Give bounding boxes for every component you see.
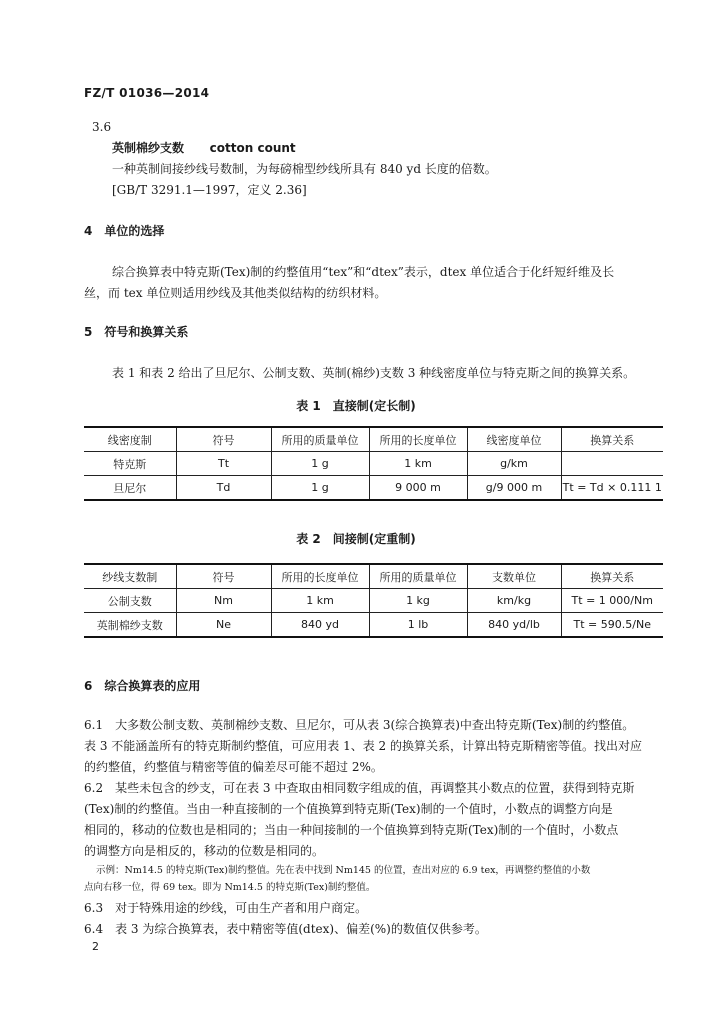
section-3-6-definition: 一种英制间接纱线号数制，为每磅棉型纱线所具有 840 yd 长度的倍数。 bbox=[112, 162, 497, 176]
table2-cell: 公制支数 bbox=[84, 589, 176, 613]
table2-header: 所用的质量单位 bbox=[369, 564, 467, 589]
table2-header: 换算关系 bbox=[561, 564, 663, 589]
table1-cell: Td bbox=[176, 476, 271, 501]
table2-cell: Tt = 590.5/Ne bbox=[561, 613, 663, 638]
table1-header: 线密度制 bbox=[84, 427, 176, 452]
table1-cell: Tt bbox=[176, 452, 271, 476]
table1-cell: 9 000 m bbox=[369, 476, 467, 501]
table2-header: 符号 bbox=[176, 564, 271, 589]
table1-cell: 旦尼尔 bbox=[84, 476, 176, 501]
table2-cell: 1 lb bbox=[369, 613, 467, 638]
table1 bbox=[84, 426, 663, 501]
table1-header: 所用的质量单位 bbox=[271, 427, 369, 452]
table2-cell: 840 yd/lb bbox=[467, 613, 561, 638]
table1-title: 表 1 直接制(定长制) bbox=[296, 399, 416, 413]
table2-cell: 1 km bbox=[271, 589, 369, 613]
para-6-4: 6.4 表 3 为综合换算表，表中精密等值(dtex)、偏差(%)的数值仅供参考。 bbox=[84, 922, 487, 936]
table2-cell: Tt = 1 000/Nm bbox=[561, 589, 663, 613]
section-4-para-line2: 丝，而 tex 单位则适用纱线及其他类似结构的纺织材料。 bbox=[84, 286, 387, 300]
term-zh: 英制棉纱支数 bbox=[112, 141, 185, 155]
example-line2: 点向右移一位，得 69 tex。即为 Nm14.5 的特克斯(Tex)制约整值。 bbox=[84, 882, 376, 893]
para-6-2-line2: (Tex)制的约整值。当由一种直接制的一个值换算到特克斯(Tex)制的一个值时，小数点的调整方向是 bbox=[84, 802, 613, 816]
section-5-heading: 5 符号和换算关系 bbox=[84, 325, 189, 339]
table1-header: 换算关系 bbox=[561, 427, 663, 452]
table2-cell: km/kg bbox=[467, 589, 561, 613]
section-3-6-term bbox=[112, 139, 296, 157]
table2-cell: 英制棉纱支数 bbox=[84, 613, 176, 638]
para-6-1-line3: 的约整值，约整值与精密等值的偏差尽可能不超过 2%。 bbox=[84, 760, 383, 774]
para-6-1-line2: 表 3 不能涵盖所有的特克斯制约整值，可应用表 1、表 2 的换算关系，计算出特克斯精密等值。找出对应 bbox=[84, 739, 642, 753]
para-6-2-line3: 相同的，移动的位数也是相同的；当由一种间接制的一个值换算到特克斯(Tex)制的一个值时，小数点 bbox=[84, 823, 619, 837]
table2-cell: Nm bbox=[176, 589, 271, 613]
table1-cell bbox=[561, 452, 663, 476]
section-3-6-reference: [GB/T 3291.1—1997，定义 2.36] bbox=[112, 183, 307, 197]
standard-id-header: FZ/T 01036—2014 bbox=[84, 86, 210, 100]
para-6-1-line1: 6.1 大多数公制支数、英制棉纱支数、旦尼尔，可从表 3(综合换算表)中查出特克斯(Tex)制的约整值。 bbox=[84, 718, 635, 732]
table2-header: 支数单位 bbox=[467, 564, 561, 589]
page-number: 2 bbox=[92, 940, 99, 953]
section-6-heading: 6 综合换算表的应用 bbox=[84, 679, 201, 693]
table1-cell: 1 km bbox=[369, 452, 467, 476]
section-5-para: 表 1 和表 2 给出了旦尼尔、公制支数、英制(棉纱)支数 3 种线密度单位与特克斯之间的换算关系。 bbox=[112, 366, 636, 380]
table1-cell: 1 g bbox=[271, 476, 369, 501]
section-3-6-number: 3.6 bbox=[92, 120, 112, 134]
table1-cell: Tt = Td × 0.111 1 bbox=[561, 476, 663, 501]
table1-cell: 1 g bbox=[271, 452, 369, 476]
table2-header: 纱线支数制 bbox=[84, 564, 176, 589]
para-6-3: 6.3 对于特殊用途的纱线，可由生产者和用户商定。 bbox=[84, 901, 368, 915]
example-line1: 示例：Nm14.5 的特克斯(Tex)制约整值。先在表中找到 Nm145 的位置，查出对应的 6.9 tex，再调整约整值的小数 bbox=[96, 865, 591, 876]
table2-cell: Ne bbox=[176, 613, 271, 638]
table1-header: 符号 bbox=[176, 427, 271, 452]
term-en: cotton count bbox=[209, 141, 296, 155]
para-6-2-line4: 的调整方向是相反的，移动的位数是相同的。 bbox=[84, 844, 325, 858]
table1-cell: g/km bbox=[467, 452, 561, 476]
table2-cell: 1 kg bbox=[369, 589, 467, 613]
table2-header: 所用的长度单位 bbox=[271, 564, 369, 589]
table2-title: 表 2 间接制(定重制) bbox=[296, 532, 416, 546]
table1-header: 所用的长度单位 bbox=[369, 427, 467, 452]
section-4-para-line1: 综合换算表中特克斯(Tex)制的约整值用“tex”和“dtex”表示，dtex 单位适合于化纤短纤维及长 bbox=[112, 265, 615, 279]
section-4-heading: 4 单位的选择 bbox=[84, 224, 165, 238]
table2 bbox=[84, 563, 663, 638]
table1-cell: 特克斯 bbox=[84, 452, 176, 476]
table2-cell: 840 yd bbox=[271, 613, 369, 638]
para-6-2-line1: 6.2 某些未包含的纱支，可在表 3 中查取由相同数字组成的值，再调整其小数点的位置，获得到特克斯 bbox=[84, 781, 635, 795]
table1-cell: g/9 000 m bbox=[467, 476, 561, 501]
table1-header: 线密度单位 bbox=[467, 427, 561, 452]
